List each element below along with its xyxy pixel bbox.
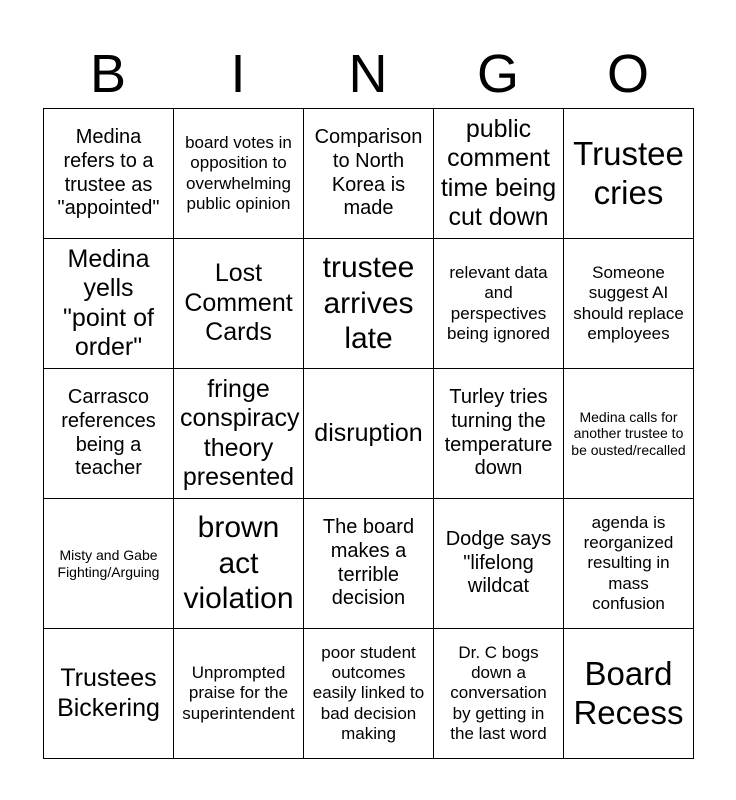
bingo-cell[interactable]: disruption: [304, 369, 434, 499]
bingo-header: [43, 40, 693, 108]
bingo-cell[interactable]: Medina yells "point of order": [44, 239, 174, 369]
header-letter-b: B: [89, 44, 127, 104]
board-row: [44, 239, 694, 369]
bingo-cell[interactable]: Trustees Bickering: [44, 629, 174, 759]
bingo-cell[interactable]: brown act violation: [174, 499, 304, 629]
board-row: [44, 109, 694, 239]
bingo-cell[interactable]: Unprompted praise for the superintendent: [174, 629, 304, 759]
bingo-cell[interactable]: Board Recess: [564, 629, 694, 759]
bingo-cell[interactable]: The board makes a terrible decision: [304, 499, 434, 629]
bingo-cell[interactable]: Lost Comment Cards: [174, 239, 304, 369]
header-letter-n: N: [348, 44, 388, 104]
bingo-cell[interactable]: Misty and Gabe Fighting/Arguing: [44, 499, 174, 629]
header-letter-i: I: [230, 44, 246, 104]
bingo-cell[interactable]: Medina refers to a trustee as "appointed": [44, 109, 174, 239]
header-letter-o: O: [606, 44, 649, 104]
bingo-board: [43, 108, 694, 759]
bingo-cell[interactable]: agenda is reorganized resulting in mass confusion: [564, 499, 694, 629]
bingo-cell[interactable]: poor student outcomes easily linked to bad decision making: [304, 629, 434, 759]
bingo-cell[interactable]: relevant data and perspectives being ignored: [434, 239, 564, 369]
bingo-cell[interactable]: Dodge says "lifelong wildcat: [434, 499, 564, 629]
bingo-cell[interactable]: Someone suggest AI should replace employees: [564, 239, 694, 369]
bingo-cell[interactable]: board votes in opposition to overwhelming public opinion: [174, 109, 304, 239]
board-row: [44, 499, 694, 629]
bingo-cell[interactable]: Turley tries turning the temperature down: [434, 369, 564, 499]
board-row: [44, 629, 694, 759]
bingo-cell[interactable]: Comparison to North Korea is made: [304, 109, 434, 239]
bingo-cell[interactable]: Medina calls for another trustee to be ousted/recalled: [564, 369, 694, 499]
board-row: [44, 369, 694, 499]
bingo-cell[interactable]: Trustee cries: [564, 109, 694, 239]
bingo-cell[interactable]: Carrasco references being a teacher: [44, 369, 174, 499]
bingo-cell[interactable]: Dr. C bogs down a conversation by getting in the last word: [434, 629, 564, 759]
bingo-cell[interactable]: fringe conspiracy theory presented: [174, 369, 304, 499]
bingo-cell[interactable]: trustee arrives late: [304, 239, 434, 369]
bingo-cell[interactable]: public comment time being cut down: [434, 109, 564, 239]
header-letter-g: G: [476, 44, 519, 104]
